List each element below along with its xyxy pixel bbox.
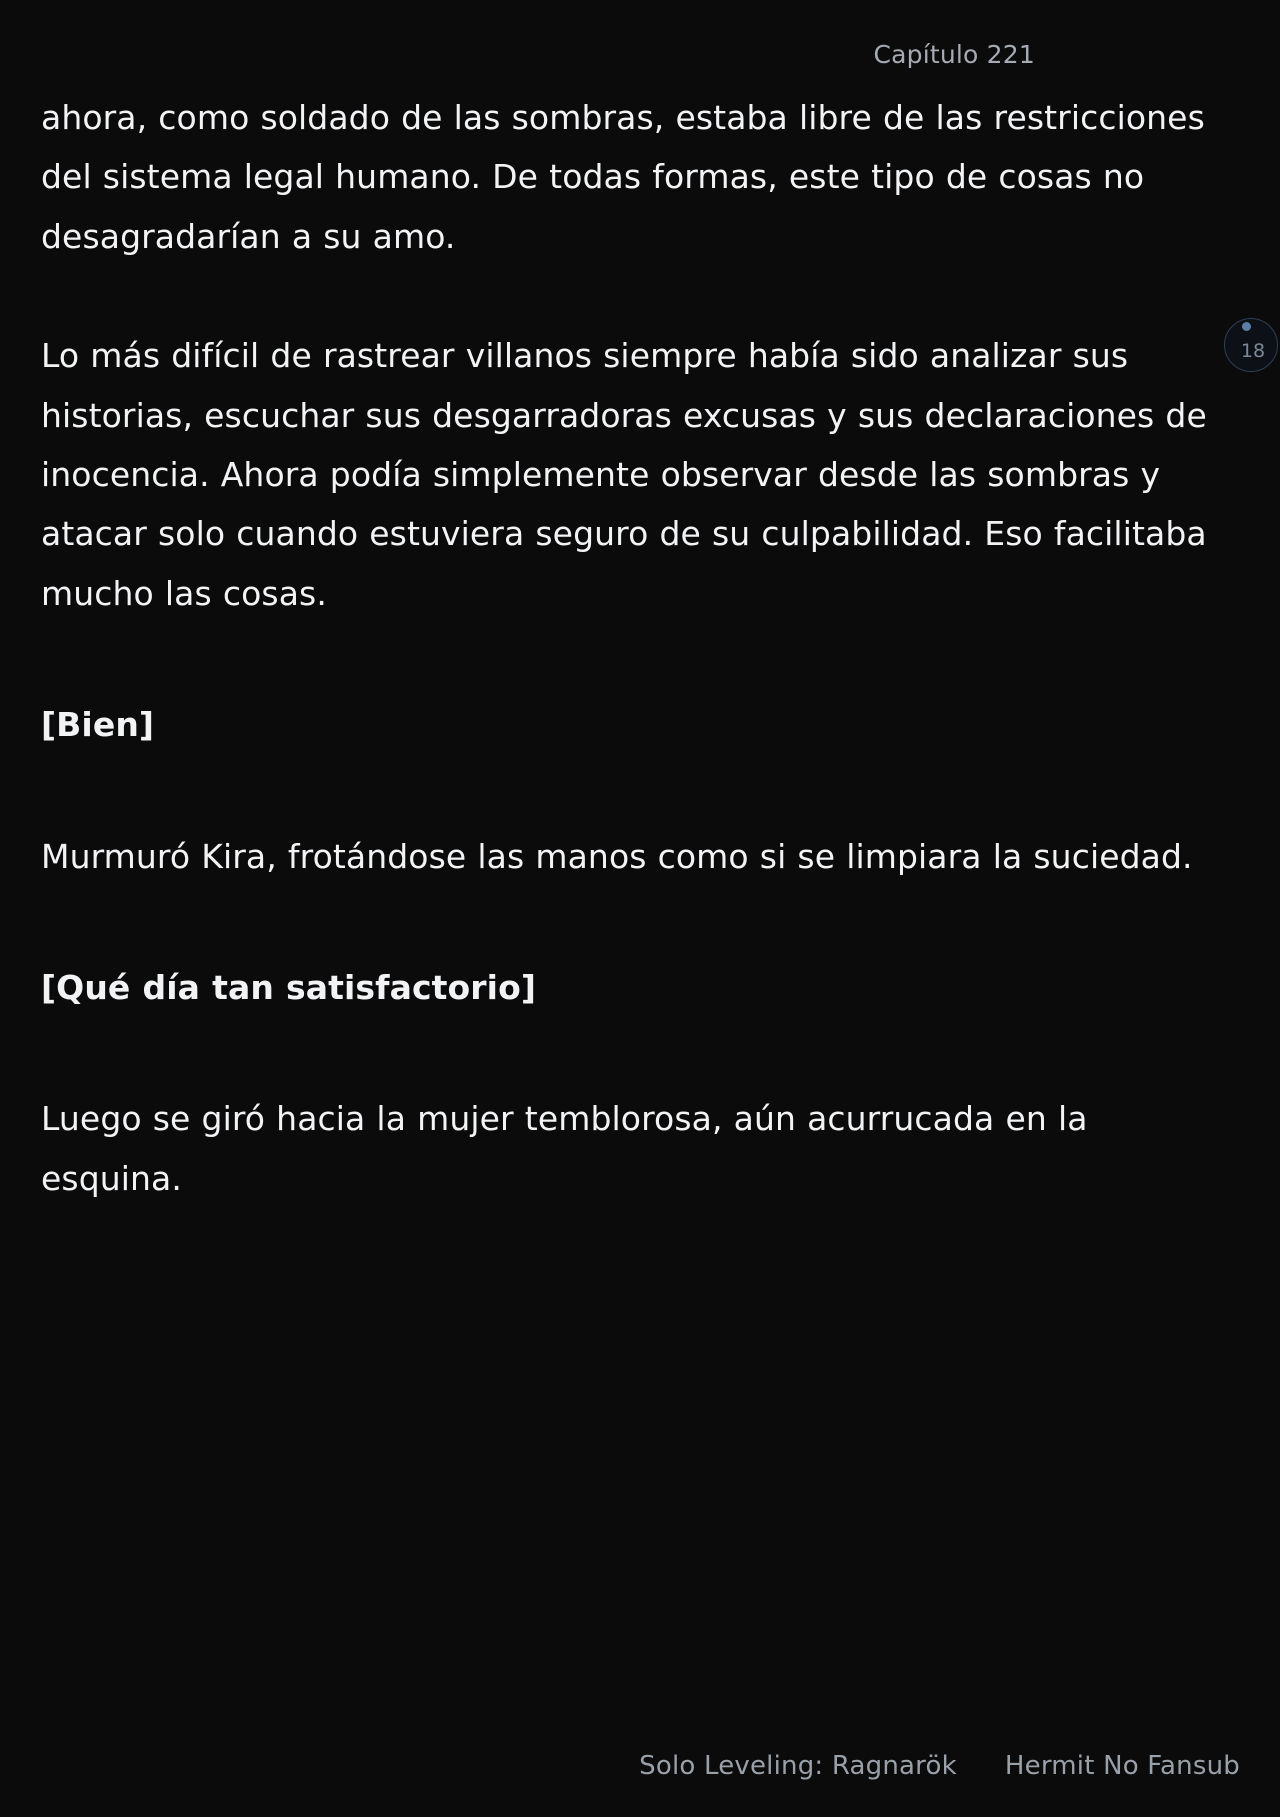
- fansub-credit: Hermit No Fansub: [1004, 1751, 1240, 1781]
- paragraph: Murmuró Kira, frotándose las manos como si se limpiara la suciedad.: [41, 836, 1193, 876]
- paragraph: ahora, como soldado de las sombras, estaba libre de las restricciones del sistema legal humano. De todas formas, este tipo de cosas no desagradarían a su amo.: [41, 98, 1205, 256]
- chapter-label: Capítulo 221: [873, 40, 1035, 69]
- paragraph-dialogue: [Bien]: [41, 705, 155, 745]
- progress-dot-icon: [1242, 322, 1251, 331]
- series-title: Solo Leveling: Ragnarök: [639, 1751, 957, 1781]
- chapter-text-body: [41, 88, 1231, 1268]
- paragraph: Luego se giró hacia la mujer temblorosa, aún acurrucada en la esquina.: [41, 1099, 1088, 1198]
- reading-progress-badge[interactable]: [1224, 318, 1278, 372]
- progress-badge-value: 18: [1240, 340, 1266, 362]
- paragraph-dialogue: [Qué día tan satisfactorio]: [41, 967, 537, 1007]
- footer: [0, 1751, 1280, 1781]
- paragraph: Lo más difícil de rastrear villanos siempre había sido analizar sus historias, escuchar sus desgarradoras excusas y sus declaraciones de inocencia. Ahora podía simplemente observar desde las sombras y atacar solo cuando estuviera seguro de su culpabilidad. Eso facilitaba mucho las cosas.: [41, 336, 1207, 613]
